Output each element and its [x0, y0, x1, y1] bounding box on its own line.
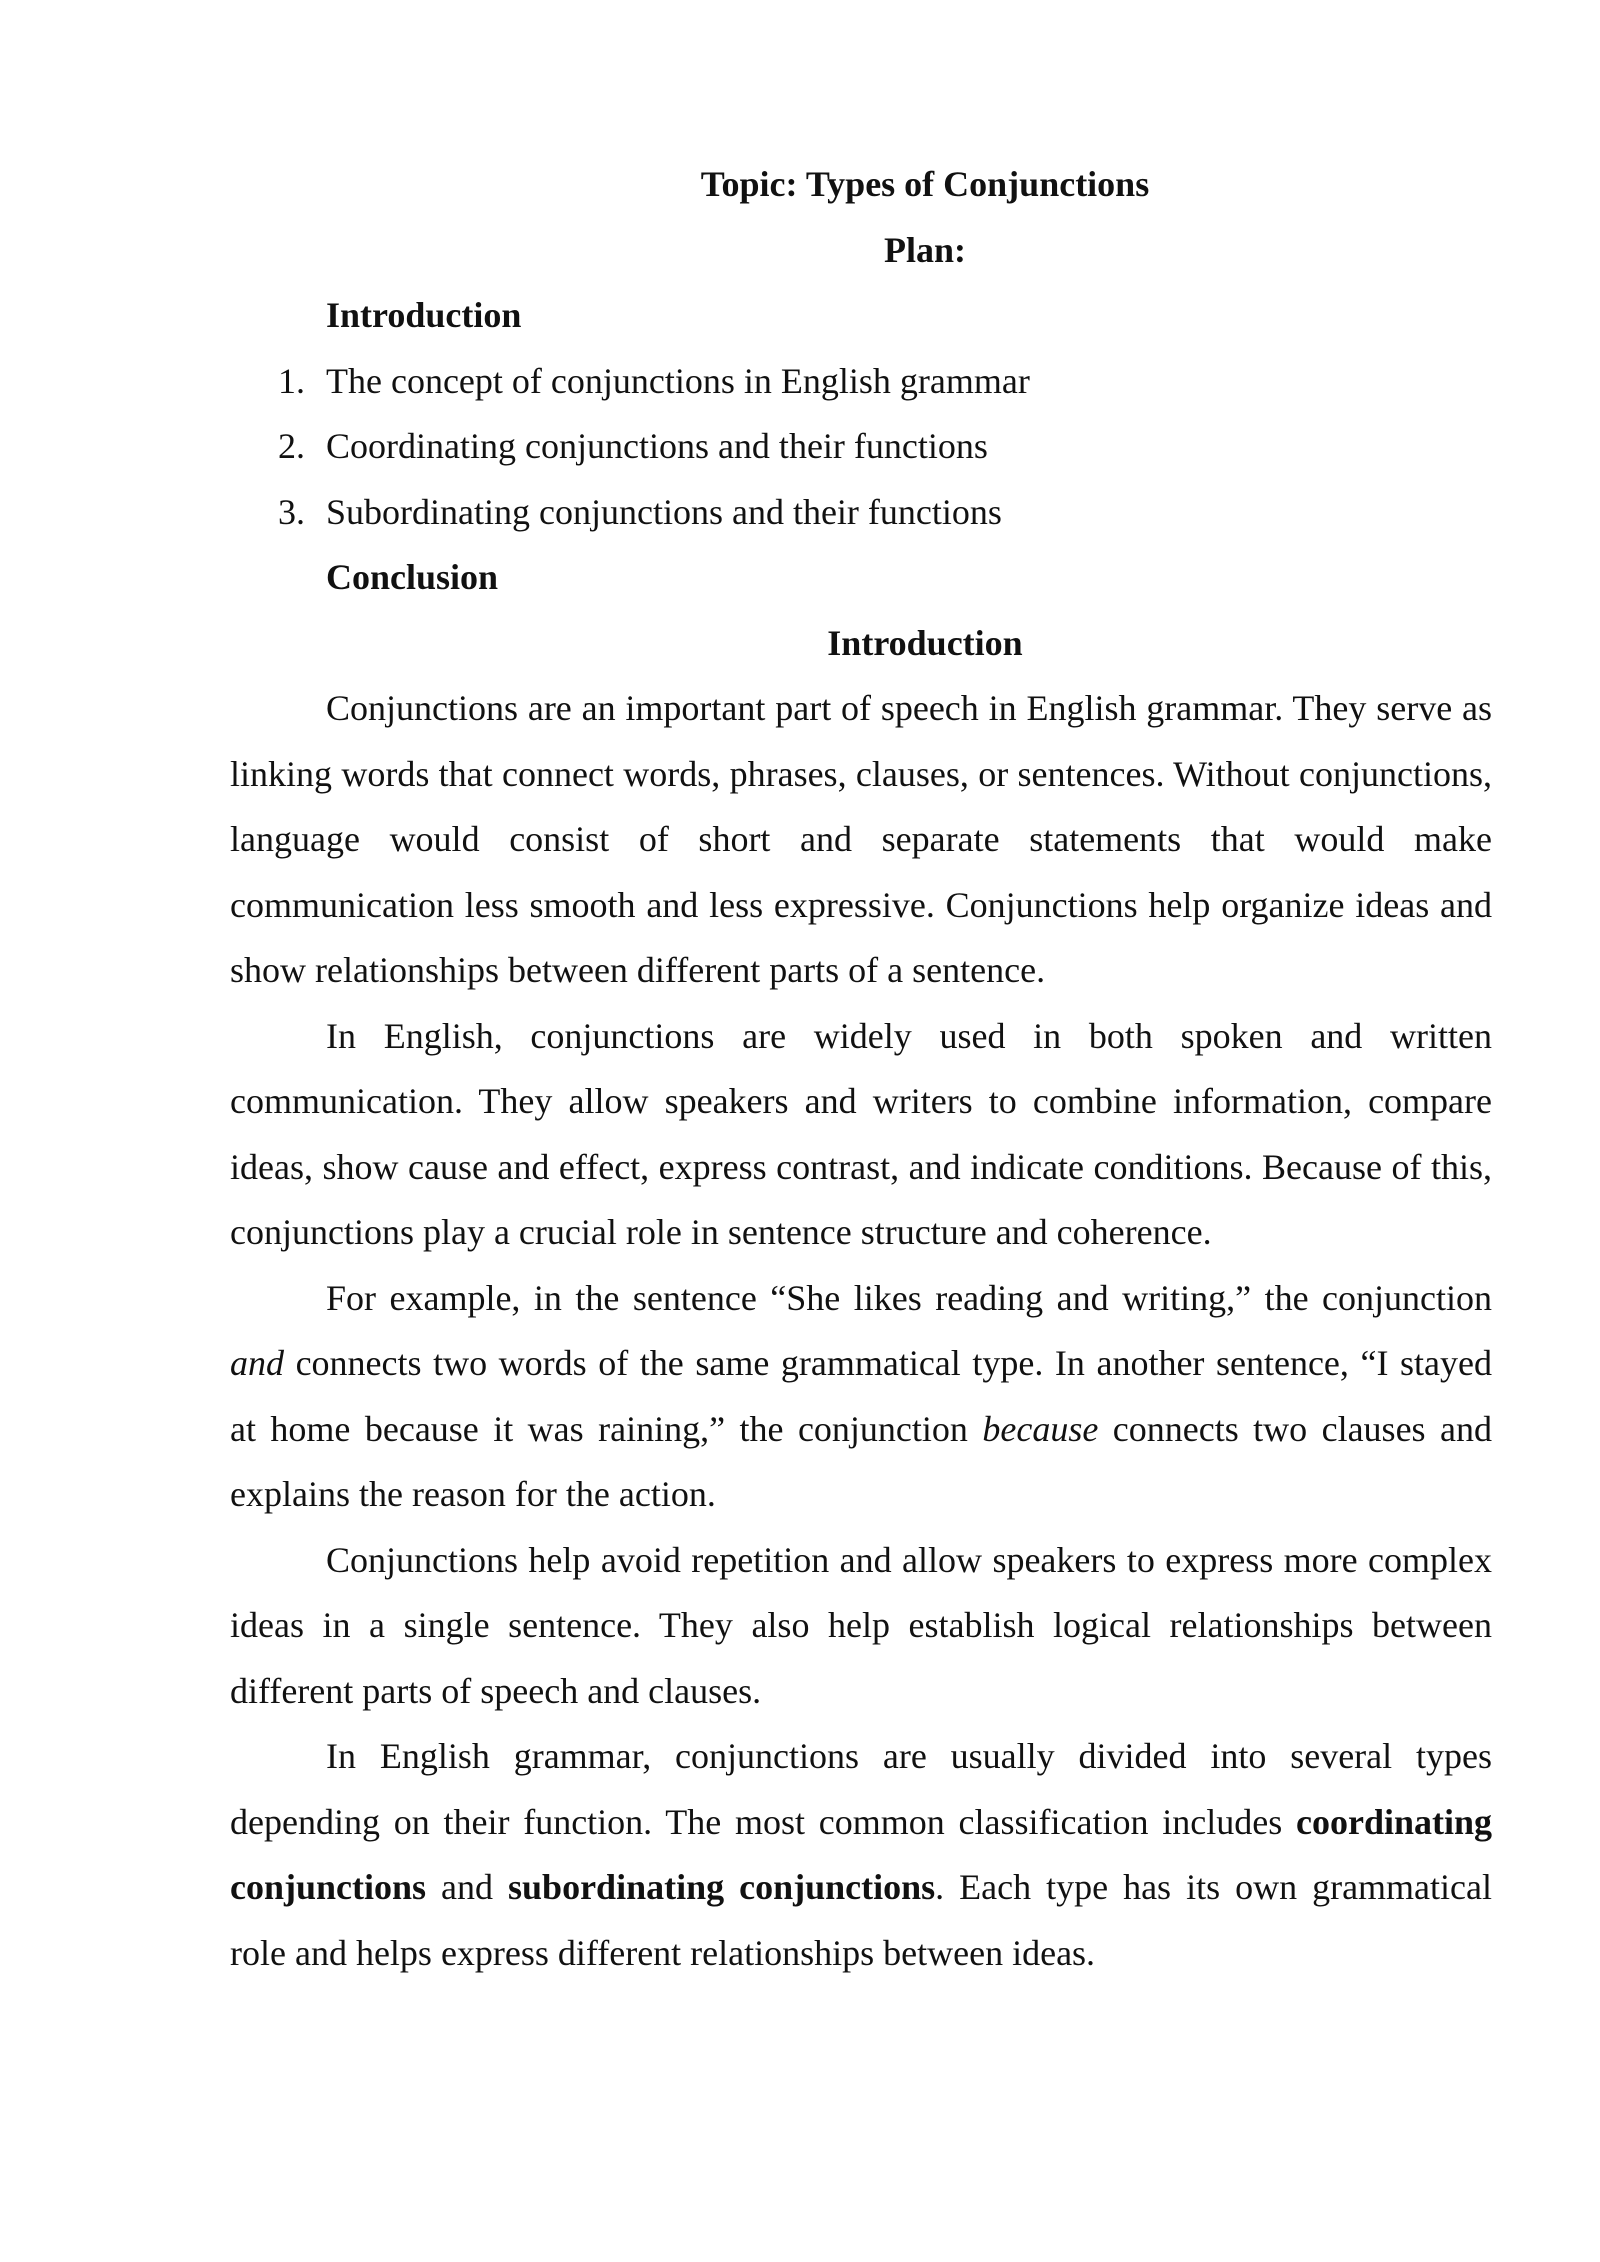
emphasized-word: and: [230, 1343, 284, 1383]
bold-term: subordinating conjunctions: [508, 1867, 936, 1907]
paragraph-text: . Each type has its own grammatical role and helps express different relationships between ideas.: [230, 1867, 1492, 1973]
paragraph: [230, 1266, 1492, 1528]
plan-title: Plan:: [883, 229, 966, 270]
plan-conclusion: Conclusion: [326, 557, 499, 597]
plan-item-number: 3.: [278, 491, 305, 532]
paragraph-text: In English grammar, conjunctions are usually divided into several types depending on their function. The most common classification includes: [230, 1736, 1492, 1842]
plan-list: [230, 349, 1492, 546]
paragraph: In English, conjunctions are widely used in both spoken and written communication. They allow speakers and writers to combine information, compare ideas, show cause and effect, express contrast, and indicate conditions. Because of this, conjunctions play a crucial role in sentence structure and coherence.: [230, 1015, 1492, 1252]
paragraph-text: connects two words of the same grammatical type. In another sentence, “I stayed at home because it was raining,” the conjunction: [230, 1343, 1492, 1449]
section-title-introduction: Introduction: [827, 622, 1023, 663]
paragraph: Conjunctions help avoid repetition and allow speakers to express more complex ideas in a single sentence. They also help establish logical relationships between different parts of speech and clauses.: [230, 1539, 1492, 1711]
paragraph-text: For example, in the sentence “She likes reading and writing,” the conjunction: [326, 1277, 1492, 1318]
plan-item: [230, 414, 1492, 480]
emphasized-word: because: [982, 1408, 1099, 1449]
topic-title: Topic: Types of Conjunctions: [700, 164, 1150, 204]
plan-item-text: Coordinating conjunctions and their functions: [326, 426, 988, 466]
plan-item: [230, 480, 1492, 546]
plan-item-number: 2.: [278, 426, 305, 466]
plan-item: [230, 349, 1492, 415]
paragraph-text: and: [426, 1867, 509, 1907]
document-body: [230, 152, 1492, 1986]
plan-item-text: Subordinating conjunctions and their functions: [326, 491, 1002, 532]
plan-introduction: Introduction: [326, 295, 522, 335]
paragraph: [230, 1724, 1492, 1986]
plan-item-number: 1.: [278, 360, 305, 401]
bold-term: coordinating conjunctions: [230, 1801, 1492, 1907]
paragraph: Conjunctions are an important part of speech in English grammar. They serve as linking words that connect words, phrases, clauses, or sentences. Without conjunctions, language would consist of short and separate statements that would make communication less smooth and less expressive. Conjunctions help organize ideas and show relationships between different parts of a sentence.: [230, 688, 1492, 990]
paragraph-text: connects two clauses and explains the reason for the action.: [230, 1408, 1492, 1514]
plan-item-text: The concept of conjunctions in English grammar: [326, 360, 1030, 401]
